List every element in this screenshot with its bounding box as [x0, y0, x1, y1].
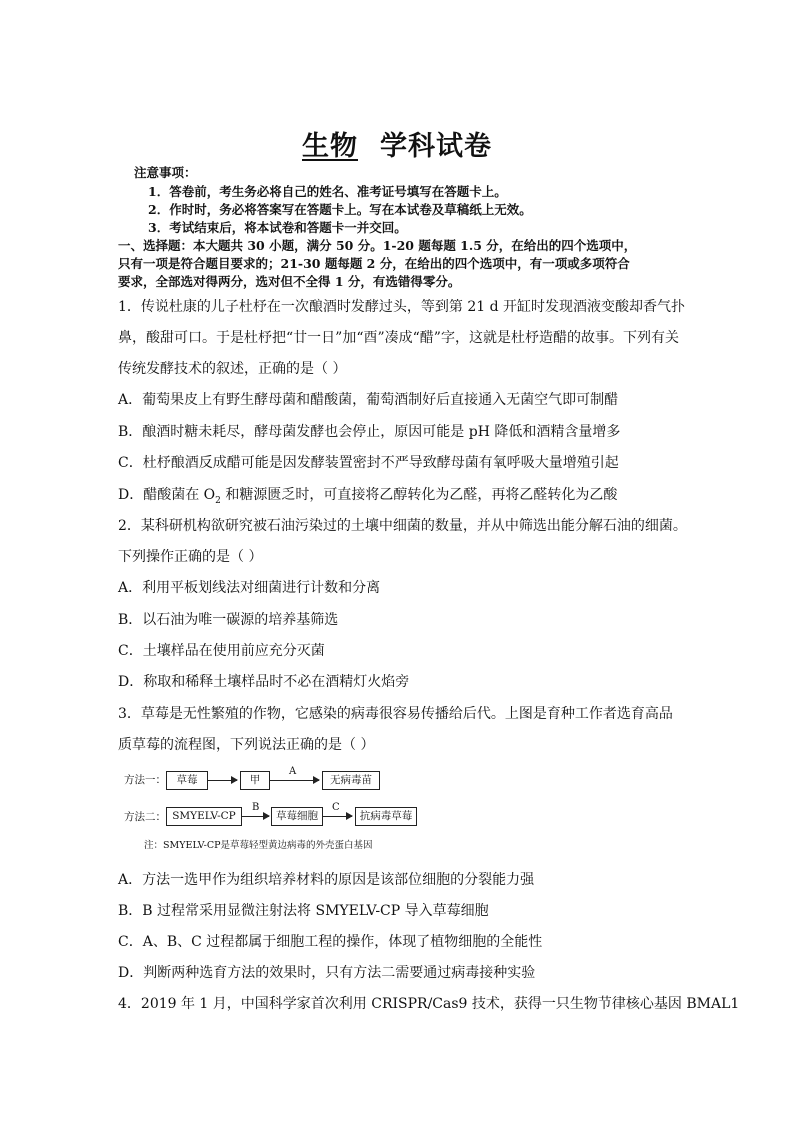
section-instruction: 要求，全部选对得两分，选对但不全得 1 分，有选错得零分。 [118, 274, 461, 289]
q1-stem-line: 1．传说杜康的儿子杜杼在一次酿酒时发酵过头，等到第 21 d 开缸时发现酒液变酸却香气扑 [118, 299, 686, 315]
section-instruction: 一、选择题：本大题共 30 小题，满分 50 分。1-20 题每题 1.5 分，在给出的四个选项中， [118, 238, 637, 253]
q3-option-c: C．A、B、C 过程都属于细胞工程的操作，体现了植物细胞的全能性 [118, 934, 543, 950]
method1-arrow-a [269, 780, 319, 781]
title-subject: 生物 [302, 131, 358, 162]
arrow-label-b: B [252, 802, 260, 813]
q1-stem-line: 传统发酵技术的叙述，正确的是（ ） [118, 361, 347, 377]
notice-item: 3．考试结束后，将本试卷和答题卡一并交回。 [148, 220, 407, 235]
q1-option-d [118, 484, 617, 506]
q1-option-b: B．酿酒时糖未耗尽，酵母菌发酵也会停止，原因可能是 pH 降低和酒精含量增多 [118, 424, 621, 440]
notice-item: 2．作时时，务必将答案写在答题卡上。写在本试卷及草稿纸上无效。 [148, 202, 532, 217]
q3-option-b: B．B 过程常采用显微注射法将 SMYELV-CP 导入草莓细胞 [118, 903, 489, 919]
q3-stem-line: 3．草莓是无性繁殖的作物，它感染的病毒很容易传播给后代。上图是育种工作者选育高品 [118, 706, 673, 722]
q2-stem-line: 下列操作正确的是（ ） [118, 549, 263, 565]
q2-option-d: D．称取和稀释土壤样品时不必在酒精灯火焰旁 [118, 674, 410, 690]
notice-heading: 注意事项： [134, 165, 197, 180]
q4-stem-line: 4．2019 年 1 月，中国科学家首次利用 CRISPR/Cas9 技术，获得一只生物节律核心基因 BMAL1 [118, 996, 740, 1012]
q3-option-a: A．方法一选甲作为组织培养材料的原因是该部位细胞的分裂能力强 [118, 872, 535, 888]
section-instruction: 只有一项是符合题目要求的；21-30 题每题 2 分，在给出的四个选项中，有一项或多项符合 [118, 256, 630, 271]
method1-box-jia: 甲 [240, 771, 270, 790]
q2-option-a: A．利用平板划线法对细菌进行计数和分离 [118, 580, 381, 596]
q3-option-d: D．判断两种选育方法的效果时，只有方法二需要通过病毒接种实验 [118, 965, 536, 981]
method1-arrow-1 [207, 780, 237, 781]
method2-arrow-b [241, 816, 269, 817]
notice-item: 1．答卷前，考生务必将自己的姓名、准考证号填写在答题卡上。 [148, 184, 507, 199]
q2-option-c: C．土壤样品在使用前应充分灭菌 [118, 643, 325, 659]
method1-label: 方法一： [124, 774, 166, 786]
q3-stem-line: 质草莓的流程图，下列说法正确的是（ ） [118, 737, 375, 753]
page-title [0, 124, 794, 163]
method1-box-strawberry: 草莓 [166, 771, 208, 790]
q1-option-a: A．葡萄果皮上有野生酵母菌和醋酸菌，葡萄酒制好后直接通入无菌空气即可制醋 [118, 392, 619, 408]
q1-option-d-text: 和糖源匮乏时，可直接将乙醇转化为乙醛，再将乙醛转化为乙酸 [220, 487, 618, 503]
q1-option-d-sub: 2 [215, 495, 221, 506]
arrow-label-c: C [332, 802, 340, 813]
q2-stem-line: 2．某科研机构欲研究被石油污染过的土壤中细菌的数量，并从中筛选出能分解石油的细菌。 [118, 518, 687, 534]
method2-box-cells: 草莓细胞 [271, 807, 323, 826]
q2-option-b: B．以石油为唯一碳源的培养基筛选 [118, 612, 339, 628]
method2-box-gene: SMYELV-CP [166, 807, 242, 826]
q1-stem-line: 鼻，酸甜可口。于是杜杼把“廿一日”加“酉”凑成“醋”字，这就是杜杼造醋的故事。下列有关 [118, 330, 679, 346]
arrow-label-a: A [289, 766, 297, 777]
method2-box-resistant: 抗病毒草莓 [355, 807, 417, 826]
diagram-note: 注：SMYELV-CP是草莓轻型黄边病毒的外壳蛋白基因 [144, 840, 373, 851]
q1-option-d-text: D．醋酸菌在 O [118, 487, 216, 503]
method1-box-virus-free: 无病毒苗 [322, 771, 380, 790]
method2-arrow-c [322, 816, 352, 817]
q1-option-c: C．杜杼酿酒反成醋可能是因发酵装置密封不严导致酵母菌有氧呼吸大量增殖引起 [118, 455, 619, 471]
method2-label: 方法二： [124, 811, 166, 823]
title-rest: 学科试卷 [380, 131, 492, 162]
